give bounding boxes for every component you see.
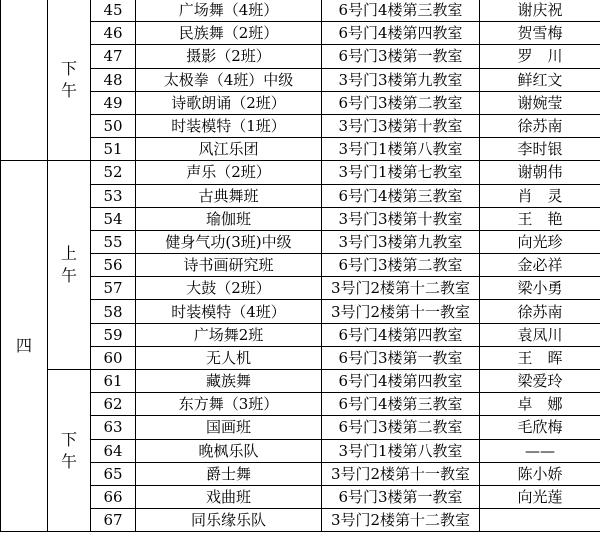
- table-row: [1, 300, 600, 323]
- classroom-cell: 3号门3楼第九教室: [322, 230, 480, 253]
- classroom-cell: 3号门1楼第八教室: [322, 138, 480, 161]
- course-name-cell: 广场舞2班: [136, 323, 322, 346]
- course-name-cell: 诗书画研究班: [136, 254, 322, 277]
- classroom-cell: 6号门3楼第二教室: [322, 254, 480, 277]
- classroom-cell: 6号门3楼第一教室: [322, 45, 480, 68]
- table-row: [1, 45, 600, 68]
- period-char: 下: [60, 429, 77, 449]
- teacher-cell: 肖 灵: [480, 184, 600, 207]
- course-name-cell: 诗歌朗诵（2班）: [136, 91, 322, 114]
- teacher-cell: 罗 川: [480, 45, 600, 68]
- course-number-cell: 57: [91, 277, 136, 300]
- classroom-cell: 3号门2楼第十二教室: [322, 509, 480, 532]
- teacher-cell: 金必祥: [480, 254, 600, 277]
- course-number-cell: 48: [91, 68, 136, 91]
- course-name-cell: 声乐（2班）: [136, 161, 322, 184]
- teacher-cell: 鲜红文: [480, 68, 600, 91]
- table-row: [1, 138, 600, 161]
- period-cell: [48, 370, 91, 532]
- teacher-cell: ——: [480, 439, 600, 462]
- course-number-cell: 66: [91, 485, 136, 508]
- classroom-cell: 3号门2楼第十一教室: [322, 462, 480, 485]
- table-row: [1, 22, 600, 45]
- course-number-cell: 47: [91, 45, 136, 68]
- table-row: [1, 68, 600, 91]
- table-row: [1, 91, 600, 114]
- table-row: [1, 509, 600, 532]
- classroom-cell: 3号门2楼第十二教室: [322, 277, 480, 300]
- teacher-cell: 向光莲: [480, 485, 600, 508]
- classroom-cell: 6号门4楼第四教室: [322, 323, 480, 346]
- teacher-cell: 毛欣梅: [480, 416, 600, 439]
- teacher-cell: 谢婉莹: [480, 91, 600, 114]
- course-number-cell: 49: [91, 91, 136, 114]
- teacher-cell: 梁小勇: [480, 277, 600, 300]
- course-name-cell: 风江乐团: [136, 138, 322, 161]
- course-name-cell: 摄影（2班）: [136, 45, 322, 68]
- classroom-cell: 6号门4楼第三教室: [322, 393, 480, 416]
- classroom-cell: 3号门1楼第七教室: [322, 161, 480, 184]
- course-number-cell: 58: [91, 300, 136, 323]
- table-row: [1, 462, 600, 485]
- course-name-cell: 瑜伽班: [136, 207, 322, 230]
- classroom-cell: 6号门4楼第四教室: [322, 370, 480, 393]
- course-name-cell: 同乐缘乐队: [136, 509, 322, 532]
- table-row: [1, 0, 600, 22]
- teacher-cell: 卓 娜: [480, 393, 600, 416]
- table-row: [1, 230, 600, 253]
- table-row: [1, 161, 600, 184]
- period-cell: [48, 0, 91, 161]
- table-row: [1, 416, 600, 439]
- teacher-cell: 梁爱玲: [480, 370, 600, 393]
- classroom-cell: 3号门3楼第十教室: [322, 114, 480, 137]
- course-number-cell: 67: [91, 509, 136, 532]
- table-row: [1, 323, 600, 346]
- course-name-cell: 大鼓（2班）: [136, 277, 322, 300]
- course-number-cell: 46: [91, 22, 136, 45]
- course-name-cell: 时装模特（4班）: [136, 300, 322, 323]
- classroom-cell: 6号门3楼第一教室: [322, 485, 480, 508]
- classroom-cell: 6号门4楼第三教室: [322, 184, 480, 207]
- classroom-cell: 6号门3楼第二教室: [322, 91, 480, 114]
- course-name-cell: 晚枫乐队: [136, 439, 322, 462]
- course-number-cell: 62: [91, 393, 136, 416]
- table-row: [1, 277, 600, 300]
- course-name-cell: 无人机: [136, 346, 322, 369]
- teacher-cell: 徐苏南: [480, 114, 600, 137]
- teacher-cell: 向光珍: [480, 230, 600, 253]
- table-row: [1, 393, 600, 416]
- teacher-cell: 贺雪梅: [480, 22, 600, 45]
- table-row: [1, 346, 600, 369]
- course-number-cell: 64: [91, 439, 136, 462]
- teacher-cell: [480, 509, 600, 532]
- classroom-cell: 3号门2楼第十一教室: [322, 300, 480, 323]
- classroom-cell: 6号门3楼第一教室: [322, 346, 480, 369]
- course-number-cell: 56: [91, 254, 136, 277]
- course-name-cell: 广场舞（4班）: [136, 0, 322, 22]
- table-row: [1, 114, 600, 137]
- table-row: [1, 370, 600, 393]
- period-char: 下: [60, 58, 77, 78]
- course-name-cell: 民族舞（2班）: [136, 22, 322, 45]
- weekday-cell: 四: [1, 161, 48, 532]
- course-name-cell: 爵士舞: [136, 462, 322, 485]
- teacher-cell: 谢庆祝: [480, 0, 600, 22]
- classroom-cell: 3号门3楼第九教室: [322, 68, 480, 91]
- classroom-cell: 6号门4楼第四教室: [322, 22, 480, 45]
- teacher-cell: 徐苏南: [480, 300, 600, 323]
- classroom-cell: 6号门4楼第三教室: [322, 0, 480, 22]
- course-number-cell: 63: [91, 416, 136, 439]
- course-name-cell: 戏曲班: [136, 485, 322, 508]
- table-row: [1, 439, 600, 462]
- schedule-body: [1, 0, 600, 532]
- period-char: 上: [60, 244, 77, 264]
- course-name-cell: 国画班: [136, 416, 322, 439]
- classroom-cell: 6号门3楼第二教室: [322, 416, 480, 439]
- course-number-cell: 45: [91, 0, 136, 22]
- period-char: 午: [60, 80, 77, 100]
- course-name-cell: 时装模特（1班）: [136, 114, 322, 137]
- classroom-cell: 3号门3楼第十教室: [322, 207, 480, 230]
- teacher-cell: 王 艳: [480, 207, 600, 230]
- teacher-cell: 李时银: [480, 138, 600, 161]
- course-number-cell: 60: [91, 346, 136, 369]
- teacher-cell: 谢朝伟: [480, 161, 600, 184]
- period-char: 午: [60, 451, 77, 471]
- period-cell: [48, 161, 91, 370]
- course-name-cell: 古典舞班: [136, 184, 322, 207]
- course-number-cell: 51: [91, 138, 136, 161]
- table-row: [1, 485, 600, 508]
- course-name-cell: 藏族舞: [136, 370, 322, 393]
- table-row: [1, 184, 600, 207]
- course-number-cell: 53: [91, 184, 136, 207]
- table-row: [1, 207, 600, 230]
- course-name-cell: 健身气功(3班)中级: [136, 230, 322, 253]
- classroom-cell: 3号门1楼第八教室: [322, 439, 480, 462]
- period-char: 午: [60, 266, 77, 286]
- course-name-cell: 太极拳（4班）中级: [136, 68, 322, 91]
- weekday-cell: [1, 0, 48, 161]
- table-row: [1, 254, 600, 277]
- teacher-cell: 王 晖: [480, 346, 600, 369]
- course-number-cell: 59: [91, 323, 136, 346]
- course-number-cell: 55: [91, 230, 136, 253]
- teacher-cell: 袁凤川: [480, 323, 600, 346]
- teacher-cell: 陈小娇: [480, 462, 600, 485]
- course-name-cell: 东方舞（3班）: [136, 393, 322, 416]
- course-number-cell: 61: [91, 370, 136, 393]
- course-number-cell: 52: [91, 161, 136, 184]
- course-number-cell: 54: [91, 207, 136, 230]
- course-number-cell: 65: [91, 462, 136, 485]
- course-number-cell: 50: [91, 114, 136, 137]
